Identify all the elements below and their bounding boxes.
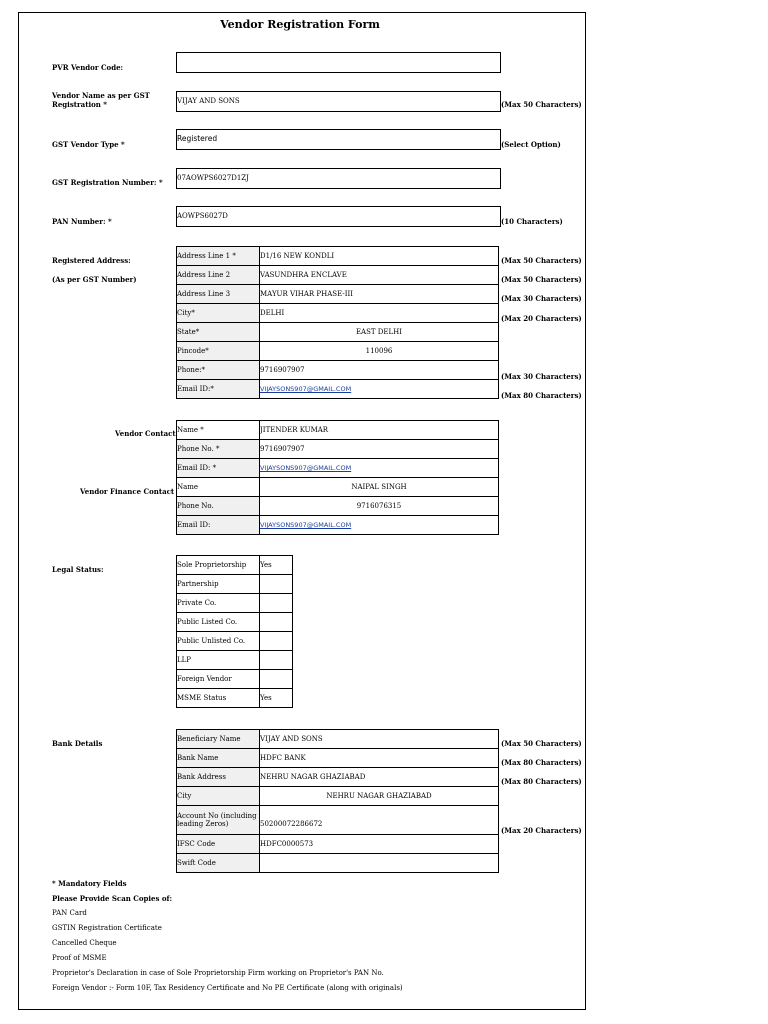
table-row: [177, 594, 293, 613]
address-line2-input[interactable]: VASUNDHRA ENCLAVE: [260, 266, 499, 285]
address-line3-key: Address Line 3: [177, 285, 260, 304]
legal-option-value[interactable]: Yes: [260, 689, 293, 708]
table-row: [177, 478, 499, 497]
address-label: Registered Address:: [52, 256, 131, 265]
document-item: Cancelled Cheque: [52, 939, 117, 947]
table-row: [177, 323, 499, 342]
pincode-input[interactable]: 110096: [260, 342, 499, 361]
table-row: [177, 556, 293, 575]
ifsc-input[interactable]: HDFC0000573: [260, 835, 499, 854]
gst-type-note: (Select Option): [501, 140, 561, 149]
legal-option-value[interactable]: [260, 670, 293, 689]
city-note: (Max 20 Characters): [501, 314, 582, 323]
bank-address-key: Bank Address: [177, 768, 260, 787]
legal-option-label: MSME Status: [177, 689, 260, 708]
legal-option-value[interactable]: [260, 613, 293, 632]
bank-city-key: City: [177, 787, 260, 806]
bank-details-label: Bank Details: [52, 739, 103, 748]
email-link[interactable]: VIJAYSONS907@GMAIL.COM: [260, 385, 352, 393]
pan-label: PAN Number: *: [52, 217, 112, 226]
account-no-key: Account No (including leading Zeros): [177, 806, 260, 835]
table-row: [177, 380, 499, 399]
table-row: [177, 342, 499, 361]
contact-name-input[interactable]: JITENDER KUMAR: [260, 421, 499, 440]
table-row: [177, 632, 293, 651]
document-item: GSTIN Registration Certificate: [52, 924, 162, 932]
address-line1-input[interactable]: D1/16 NEW KONDLI: [260, 247, 499, 266]
table-row: [177, 768, 499, 787]
vendor-name-label: Vendor Name as per GST: [52, 91, 150, 100]
phone-key: Phone:*: [177, 361, 260, 380]
legal-option-label: Public Unlisted Co.: [177, 632, 260, 651]
legal-status-table: [176, 555, 293, 708]
city-input[interactable]: DELHI: [260, 304, 499, 323]
gst-type-select[interactable]: Registered: [176, 129, 501, 150]
contact-email-key: Email ID: *: [177, 459, 260, 478]
vendor-contact-label: Vendor Contact: [115, 429, 176, 438]
table-row: [177, 575, 293, 594]
gst-number-label: GST Registration Number: *: [52, 178, 163, 187]
state-input[interactable]: EAST DELHI: [260, 323, 499, 342]
table-row: [177, 806, 499, 835]
bank-city-input[interactable]: NEHRU NAGAR GHAZIABAD: [260, 787, 499, 806]
legal-status-label: Legal Status:: [52, 565, 104, 574]
table-row: [177, 266, 499, 285]
legal-option-label: Public Listed Co.: [177, 613, 260, 632]
swift-input[interactable]: [260, 854, 499, 873]
swift-key: Swift Code: [177, 854, 260, 873]
phone-input[interactable]: 9716907907: [260, 361, 499, 380]
legal-option-label: Foreign Vendor: [177, 670, 260, 689]
bank-name-input[interactable]: HDFC BANK: [260, 749, 499, 768]
phone-note: (Max 30 Characters): [501, 372, 582, 381]
finance-email-key: Email ID:: [177, 516, 260, 535]
pan-input[interactable]: AOWPS6027D: [176, 206, 501, 227]
address-line2-note: (Max 50 Characters): [501, 275, 582, 284]
vendor-name-input[interactable]: VIJAY AND SONS: [176, 91, 501, 112]
legal-option-label: Sole Proprietorship: [177, 556, 260, 575]
state-key: State*: [177, 323, 260, 342]
table-row: [177, 285, 499, 304]
finance-phone-input[interactable]: 9716076315: [260, 497, 499, 516]
mandatory-note: * Mandatory Fields: [52, 879, 127, 888]
table-row: [177, 247, 499, 266]
address-line3-note: (Max 30 Characters): [501, 294, 582, 303]
table-row: [177, 440, 499, 459]
table-row: [177, 304, 499, 323]
pvr-code-label: PVR Vendor Code:: [52, 63, 124, 72]
gst-number-input[interactable]: 07AOWPS6027D1ZJ: [176, 168, 501, 189]
document-item: PAN Card: [52, 909, 87, 917]
document-item: Foreign Vendor :- Form 10F, Tax Residency Certificate and No PE Certificate (along with originals): [52, 984, 403, 992]
document-item: Proof of MSME: [52, 954, 107, 962]
table-row: [177, 421, 499, 440]
contact-email-link[interactable]: VIJAYSONS907@GMAIL.COM: [260, 464, 352, 472]
table-row: [177, 835, 499, 854]
table-row: [177, 497, 499, 516]
table-row: [177, 651, 293, 670]
legal-option-value[interactable]: [260, 575, 293, 594]
beneficiary-note: (Max 50 Characters): [501, 739, 582, 748]
form-title: Vendor Registration Form: [220, 18, 380, 31]
finance-phone-key: Phone No.: [177, 497, 260, 516]
bank-address-input[interactable]: NEHRU NAGAR GHAZIABAD: [260, 768, 499, 787]
address-line1-note: (Max 50 Characters): [501, 256, 582, 265]
table-row: [177, 361, 499, 380]
legal-option-label: Private Co.: [177, 594, 260, 613]
pincode-key: Pincode*: [177, 342, 260, 361]
contact-name-key: Name *: [177, 421, 260, 440]
email-key: Email ID:*: [177, 380, 260, 399]
ifsc-key: IFSC Code: [177, 835, 260, 854]
address-sublabel: (As per GST Number): [52, 275, 137, 284]
legal-option-value[interactable]: [260, 651, 293, 670]
table-row: [177, 516, 499, 535]
city-key: City*: [177, 304, 260, 323]
legal-option-value[interactable]: [260, 594, 293, 613]
beneficiary-input[interactable]: VIJAY AND SONS: [260, 730, 499, 749]
account-no-note: (Max 20 Characters): [501, 826, 582, 835]
table-row: [177, 854, 499, 873]
address-line3-input[interactable]: MAYUR VIHAR PHASE-III: [260, 285, 499, 304]
legal-option-value[interactable]: Yes: [260, 556, 293, 575]
table-row: [177, 459, 499, 478]
table-row: [177, 670, 293, 689]
table-row: [177, 787, 499, 806]
finance-email-link[interactable]: VIJAYSONS907@GMAIL.COM: [260, 521, 352, 529]
legal-option-value[interactable]: [260, 632, 293, 651]
contact-phone-input[interactable]: 9716907907: [260, 440, 499, 459]
table-row: [177, 613, 293, 632]
address-line1-key: Address Line 1 *: [177, 247, 260, 266]
address-line2-key: Address Line 2: [177, 266, 260, 285]
pvr-code-input[interactable]: [176, 52, 501, 73]
bank-name-note: (Max 80 Characters): [501, 758, 582, 767]
scan-copies-heading: Please Provide Scan Copies of:: [52, 894, 173, 903]
account-no-input[interactable]: 50200072286672: [260, 806, 499, 835]
bank-name-key: Bank Name: [177, 749, 260, 768]
finance-name-key: Name: [177, 478, 260, 497]
finance-contact-label: Vendor Finance Contact: [80, 487, 175, 496]
table-row: [177, 749, 499, 768]
bank-details-table: [176, 729, 499, 873]
bank-address-note: (Max 80 Characters): [501, 777, 582, 786]
contact-phone-key: Phone No. *: [177, 440, 260, 459]
finance-name-input[interactable]: NAIPAL SINGH: [260, 478, 499, 497]
vendor-name-label-2: Registration *: [52, 100, 107, 109]
legal-option-label: Partnership: [177, 575, 260, 594]
contacts-table: [176, 420, 499, 535]
beneficiary-key: Beneficiary Name: [177, 730, 260, 749]
address-table: [176, 246, 499, 399]
vendor-name-note: (Max 50 Characters): [501, 100, 582, 109]
table-row: [177, 689, 293, 708]
gst-type-label: GST Vendor Type *: [52, 140, 125, 149]
legal-option-label: LLP: [177, 651, 260, 670]
email-note: (Max 80 Characters): [501, 391, 582, 400]
document-item: Proprietor's Declaration in case of Sole Proprietorship Firm working on Proprietor's PAN No.: [52, 969, 384, 977]
table-row: [177, 730, 499, 749]
pan-note: (10 Characters): [501, 217, 563, 226]
